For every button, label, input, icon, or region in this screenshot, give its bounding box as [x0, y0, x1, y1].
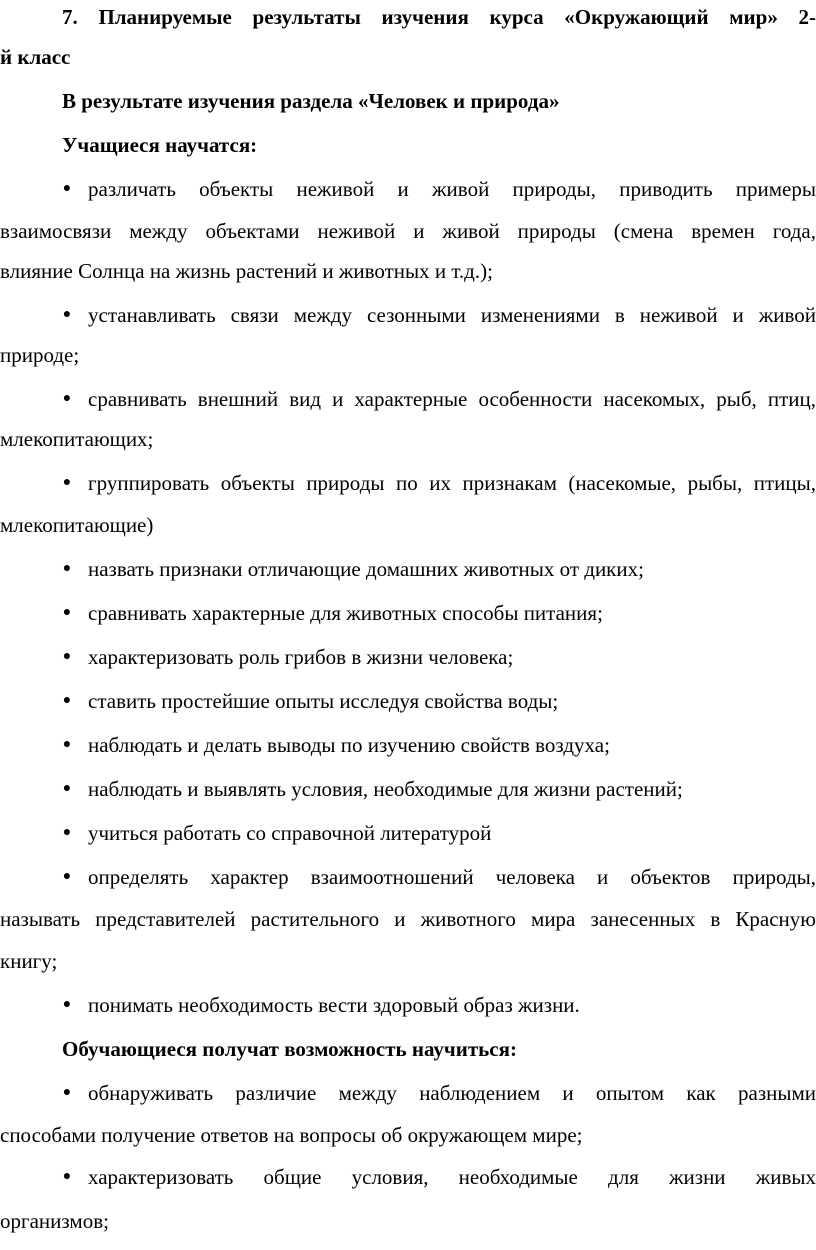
list-item-text: понимать необходимость вести здоровый образ жизни. [88, 993, 580, 1017]
list-item-text: книгу; [0, 949, 58, 973]
bullet-icon: ● [62, 781, 72, 796]
bullet-icon: ● [62, 869, 72, 884]
bullet-icon: ● [62, 561, 72, 576]
list-item-text: различать объекты неживой и живой природы, приводить примеры [88, 177, 816, 201]
learn-title: Учащиеся научатся: [62, 133, 258, 157]
list-item-text: наблюдать и делать выводы по изучению свойств воздуха; [88, 733, 610, 757]
list-item-text: ставить простейшие опыты исследуя свойства воды; [88, 689, 559, 713]
bullet-icon: ● [62, 307, 72, 322]
list-item-text: сравнивать внешний вид и характерные особенности насекомых, рыб, птиц, [88, 387, 816, 411]
list-item-text: характеризовать роль грибов в жизни человека; [88, 645, 514, 669]
list-item-text: обнаруживать различие между наблюдением и опытом как разными [88, 1081, 816, 1105]
bullet-icon: ● [62, 649, 72, 664]
list-item-text: организмов; [0, 1209, 109, 1233]
list-item-text: способами получение ответов на вопросы об окружающем мире; [0, 1123, 583, 1147]
section-title: В результате изучения раздела «Человек и природа» [62, 89, 560, 113]
list-item-text: характеризовать общие условия, необходимые для жизни живых [88, 1165, 816, 1189]
bullet-icon: ● [62, 605, 72, 620]
bullet-icon: ● [62, 997, 72, 1012]
heading-line-1: 7. Планируемые результаты изучения курса «Окружающий мир» 2- [62, 5, 816, 29]
bullet-icon: ● [62, 391, 72, 406]
heading-line-2: й класс [0, 45, 71, 69]
bullet-icon: ● [62, 1169, 72, 1184]
bullet-icon: ● [62, 693, 72, 708]
list-item-text: взаимосвязи между объектами неживой и живой природы (смена времен года, [0, 219, 816, 243]
bullet-icon: ● [62, 825, 72, 840]
list-item-text: наблюдать и выявлять условия, необходимые для жизни растений; [88, 777, 683, 801]
list-item-text: называть представителей растительного и животного мира занесенных в Красную [0, 907, 816, 931]
bullet-icon: ● [62, 181, 72, 196]
list-item-text: назвать признаки отличающие домашних животных от диких; [88, 557, 644, 581]
list-item-text: сравнивать характерные для животных способы питания; [88, 601, 603, 625]
list-item-text: млекопитающие) [0, 513, 154, 537]
list-item-text: группировать объекты природы по их признакам (насекомые, рыбы, птицы, [88, 471, 816, 495]
bullet-icon: ● [62, 1085, 72, 1100]
list-item-text: устанавливать связи между сезонными изменениями в неживой и живой [88, 303, 816, 327]
list-item-text: млекопитающих; [0, 427, 154, 451]
list-item-text: учиться работать со справочной литературой [88, 821, 492, 845]
bullet-icon: ● [62, 475, 72, 490]
list-item-text: природе; [0, 343, 80, 367]
list-item-text: определять характер взаимоотношений человека и объектов природы, [88, 865, 816, 889]
bullet-icon: ● [62, 737, 72, 752]
list-item-text: влияние Солнца на жизнь растений и животных и т.д.); [0, 259, 493, 283]
opportunity-title: Обучающиеся получат возможность научиться: [62, 1037, 517, 1061]
